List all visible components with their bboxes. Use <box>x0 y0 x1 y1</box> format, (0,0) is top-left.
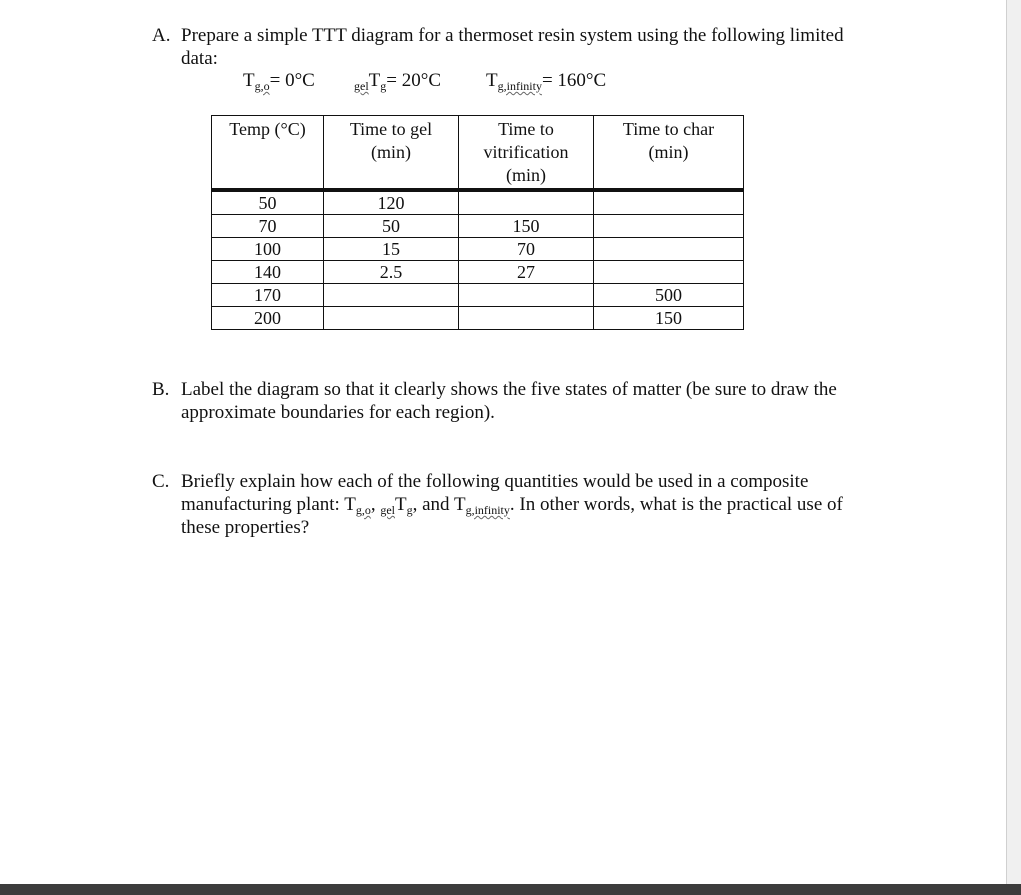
cell-temp: 140 <box>212 261 324 284</box>
cell-vitrification <box>459 307 594 330</box>
cell-gel <box>324 284 459 307</box>
cell-vitrification: 150 <box>459 215 594 238</box>
cell-temp: 50 <box>212 190 324 215</box>
question-c-line2: manufacturing plant: $T_{g,o}$, $_{gel}T_g$, and $T_{g,infinity}$. In other words, what is the practical use of <box>181 494 843 517</box>
question-a-line1: Prepare a simple TTT diagram for a thermoset resin system using the following limited <box>181 25 844 46</box>
question-c-line3: these properties? <box>181 517 310 538</box>
cell-char: 500 <box>594 284 744 307</box>
cell-temp: 100 <box>212 238 324 261</box>
question-b <box>152 378 912 426</box>
cell-gel <box>324 307 459 330</box>
cell-gel: 50 <box>324 215 459 238</box>
vertical-scrollbar[interactable] <box>1006 0 1021 884</box>
cell-char <box>594 261 744 284</box>
cell-gel: 2.5 <box>324 261 459 284</box>
question-c <box>152 470 952 542</box>
bottom-taskbar <box>0 884 1021 895</box>
cell-char <box>594 215 744 238</box>
cell-vitrification <box>459 284 594 307</box>
cell-char <box>594 190 744 215</box>
question-a <box>152 24 912 72</box>
table-row <box>212 238 744 261</box>
question-b-line2: approximate boundaries for each region). <box>181 402 495 423</box>
table-row <box>212 190 744 215</box>
cell-temp: 170 <box>212 284 324 307</box>
cell-vitrification <box>459 190 594 215</box>
cell-temp: 200 <box>212 307 324 330</box>
cell-char <box>594 238 744 261</box>
table-header-row <box>212 116 744 191</box>
cell-gel: 15 <box>324 238 459 261</box>
cell-gel: 120 <box>324 190 459 215</box>
table-row <box>212 261 744 284</box>
question-a-label: A. <box>152 25 171 46</box>
header-time-to-gel: Time to gel (min) <box>324 116 459 191</box>
header-temp: Temp (°C) <box>212 116 324 191</box>
question-b-line1: Label the diagram so that it clearly shows the five states of matter (be sure to draw the <box>181 379 837 400</box>
header-time-to-vitrification: Time to vitrification (min) <box>459 116 594 191</box>
table-row <box>212 284 744 307</box>
cell-temp: 70 <box>212 215 324 238</box>
constant-tgo: $T_{g,o}= 0^\circ C$ <box>243 70 315 93</box>
table-row <box>212 307 744 330</box>
question-c-label: C. <box>152 471 170 492</box>
constant-tg-infinity: $T_{g,infinity}= 160^\circ C$ <box>486 70 607 93</box>
question-c-line1: Briefly explain how each of the following quantities would be used in a composite <box>181 471 809 492</box>
table-row <box>212 215 744 238</box>
question-b-label: B. <box>152 379 170 400</box>
constant-gel-tg: $_{gel}T_g= 20^\circ C$ <box>354 70 442 93</box>
cell-char: 150 <box>594 307 744 330</box>
ttt-data-table <box>211 115 744 330</box>
header-time-to-char: Time to char (min) <box>594 116 744 191</box>
cell-vitrification: 70 <box>459 238 594 261</box>
cell-vitrification: 27 <box>459 261 594 284</box>
question-a-line2: data: <box>181 48 218 69</box>
